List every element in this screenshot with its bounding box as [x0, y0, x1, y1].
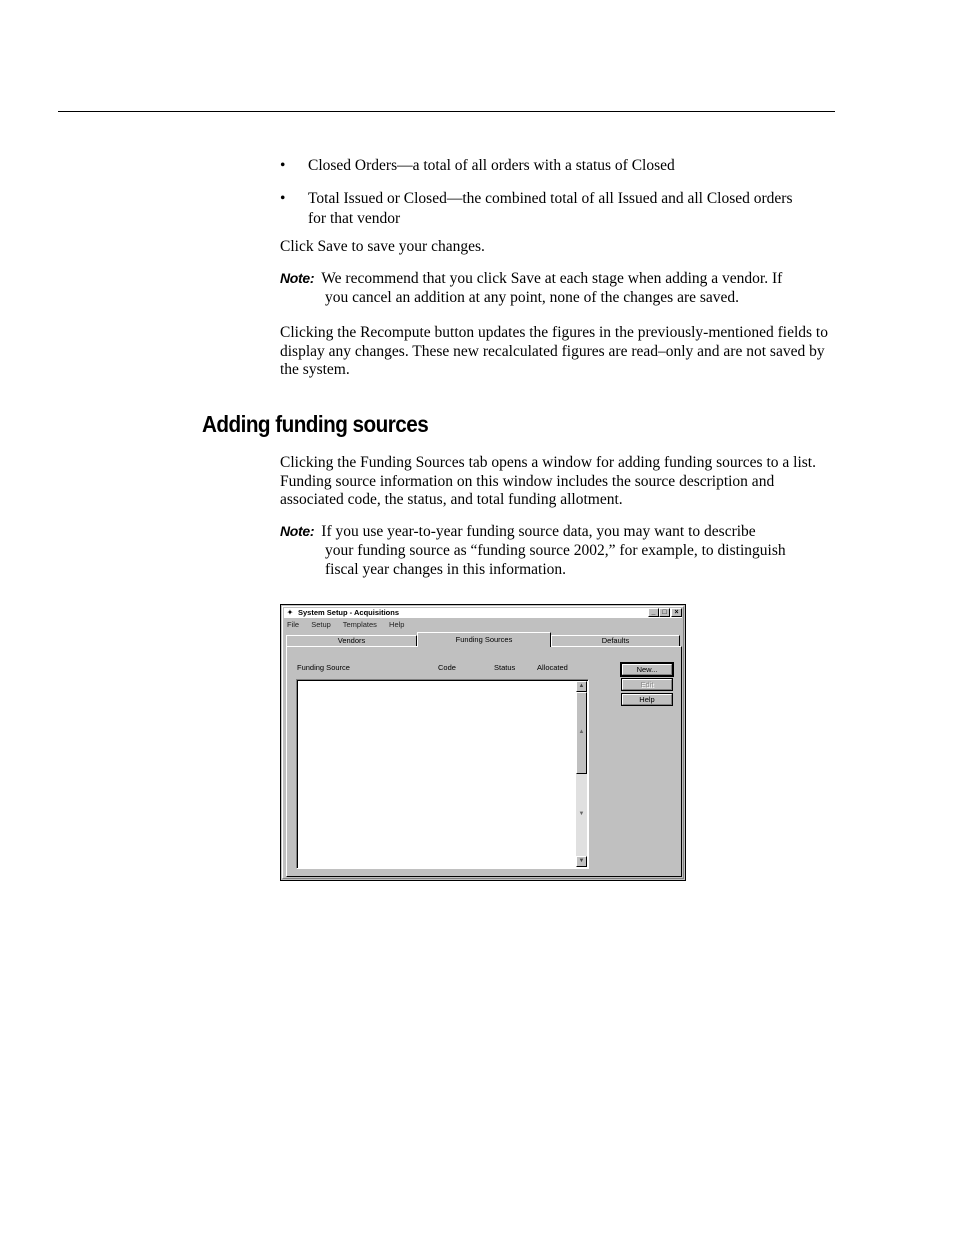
- tab-vendors[interactable]: Vendors: [286, 635, 417, 646]
- help-button[interactable]: [621, 693, 673, 706]
- note-line: We recommend that you click Save at each stage when adding a vendor. If: [321, 270, 783, 287]
- note-label: Note:: [280, 270, 315, 286]
- title-bar[interactable]: [284, 608, 682, 618]
- tab-defaults[interactable]: Defaults: [551, 635, 680, 646]
- tab-funding-sources[interactable]: Funding Sources: [417, 632, 551, 647]
- funding-source-list[interactable]: [296, 679, 589, 869]
- close-button[interactable]: ×: [671, 608, 682, 617]
- note-save-stage: [280, 269, 840, 307]
- note-line: fiscal year changes in this information.: [325, 561, 567, 578]
- menu-setup[interactable]: Setup: [311, 620, 331, 629]
- column-header-status: Status: [494, 663, 516, 672]
- bullet-total-issued: • Total Issued or Closed—the combined total of all Issued and all Closed orders for that vendor: [280, 189, 840, 229]
- tab-strip: [286, 632, 682, 646]
- app-icon: ✦: [286, 608, 294, 617]
- menu-file[interactable]: File: [287, 620, 300, 629]
- note-line: If you use year-to-year funding source data, you may want to describe: [321, 523, 756, 540]
- edit-button-label: Edit: [640, 680, 654, 689]
- section-heading: Adding funding sources: [202, 411, 429, 437]
- help-button-label: Help: [639, 695, 655, 704]
- menu-templates[interactable]: Templates: [342, 620, 377, 629]
- scroll-grip-icon: ▲: [578, 729, 585, 735]
- new-button[interactable]: [621, 663, 673, 676]
- scroll-down-arrow-icon[interactable]: ▼: [576, 856, 587, 867]
- bullet-closed-orders: • Closed Orders—a total of all orders with a status of Closed: [280, 156, 840, 175]
- note-label: Note:: [280, 523, 315, 539]
- note-line: you cancel an addition at any point, none of the changes are saved.: [325, 289, 740, 306]
- scroll-grip-icon: ▼: [578, 811, 585, 817]
- recompute-paragraph: Clicking the Recompute button updates the figures in the previously-mentioned fields to display any changes. These new recalculated figures are read–only and are not saved by the system.: [280, 324, 828, 378]
- note-year-to-year: [280, 522, 840, 579]
- maximize-button[interactable]: □: [659, 608, 670, 617]
- note-line: your funding source as “funding source 2002,” for example, to distinguish: [325, 542, 786, 559]
- menu-bar: [287, 620, 414, 630]
- vertical-scrollbar[interactable]: [576, 681, 587, 867]
- bullet-text: Total Issued or Closed—the combined total of all Issued and all Closed orders for that vendor: [308, 190, 793, 227]
- column-header-funding-source: Funding Source: [297, 663, 350, 672]
- funding-paragraph: Clicking the Funding Sources tab opens a window for adding funding sources to a list. Funding source information on this window includes the source description and associated code, the status, and total funding allotment.: [280, 454, 816, 508]
- system-setup-window: [280, 604, 686, 881]
- column-header-code: Code: [438, 663, 456, 672]
- column-header-allocated: Allocated: [537, 663, 568, 672]
- edit-button[interactable]: [621, 678, 673, 691]
- header-rule: [58, 111, 835, 112]
- save-instruction: Click Save to save your changes.: [280, 238, 485, 255]
- window-title: System Setup - Acquisitions: [298, 608, 399, 617]
- minimize-button[interactable]: _: [648, 608, 659, 617]
- menu-help[interactable]: Help: [389, 620, 405, 629]
- scroll-up-arrow-icon[interactable]: ▲: [576, 681, 587, 692]
- new-button-label: New...: [636, 665, 658, 674]
- bullet-text: Closed Orders—a total of all orders with a status of Closed: [308, 157, 675, 174]
